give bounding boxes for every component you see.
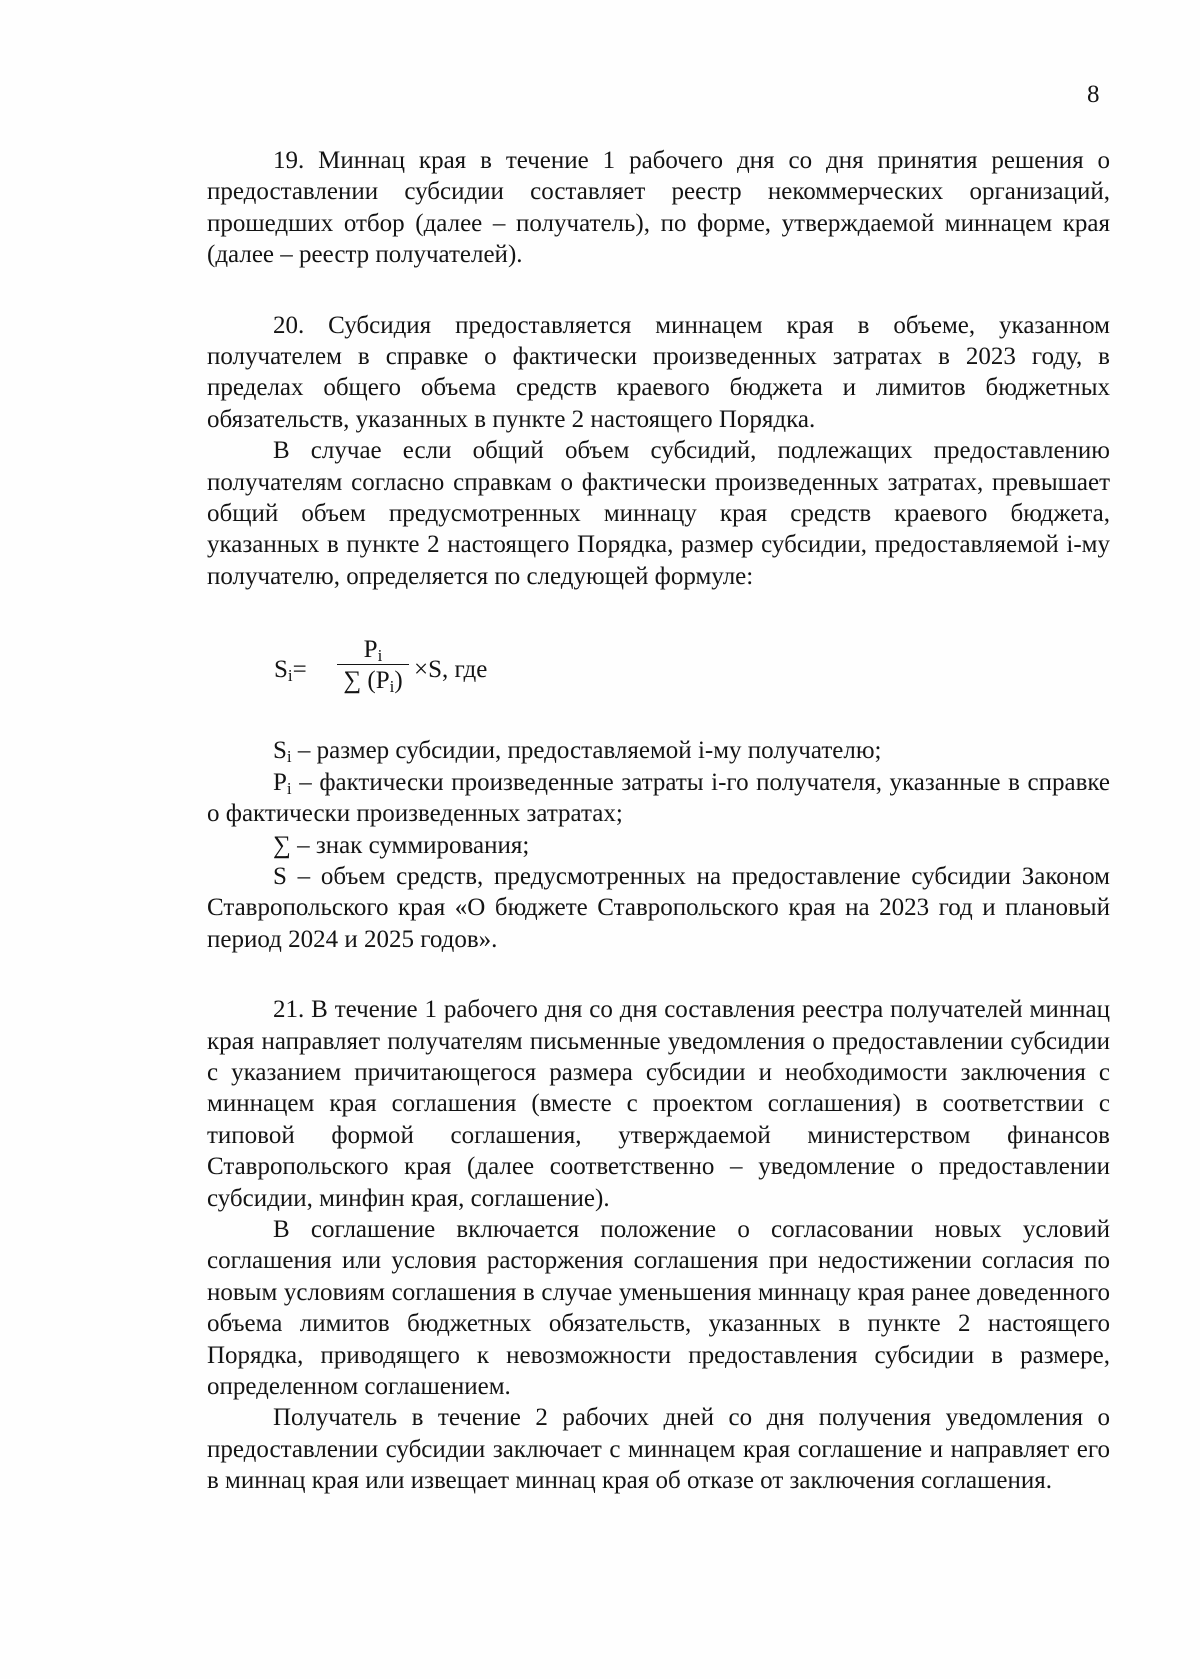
formula-lhs-subscript: i (287, 666, 293, 686)
definition-pi-text: – фактически произведенные затраты i-го получателя, указанные в справке о фактически произведенных затратах; (207, 768, 1110, 828)
formula-den-prefix: ∑ (P (343, 667, 390, 695)
formula-denominator (337, 665, 409, 695)
paragraph-20-case: В случае если общий объем субсидий, подлежащих предоставлению получателям согласно справкам о фактически произведенных затратах, превышает общий объем предусмотренных миннацу края средств краевого бюджета, указанных в пункте 2 настоящего Порядка, размер субсидии, предоставляемой i-му получателю, определяется по следующей формуле: (207, 437, 1110, 590)
definition-pi-subscript: i (286, 778, 292, 798)
formula-num-subscript: i (377, 646, 383, 666)
definition-pi-symbol: P (273, 768, 287, 796)
formula-num-symbol: P (363, 636, 378, 664)
formula-fraction (337, 636, 409, 695)
definition-si-text: – размер субсидии, предоставляемой i-му получателю; (291, 737, 882, 765)
definition-s: S – объем средств, предусмотренных на предоставление субсидии Законом Ставропольского края «О бюджете Ставропольского края на 2023 год и плановый период 2024 и 2025 годов». (207, 862, 1110, 953)
formula-lhs (274, 654, 307, 685)
subsidy-formula (274, 636, 1110, 698)
definition-si-symbol: S (273, 737, 287, 765)
definition-pi (207, 767, 1110, 830)
paragraph-21: 21. В течение 1 рабочего дня со дня составления реестра получателей миннац края направляет получателям письменные уведомления о предоставлении субсидии с указанием причитающегося размера субсидии и необходимости заключения с миннацем края соглашения (вместе с проектом соглашения) в соответствии с типовой формой соглашения, утверждаемой министерством финансов Ставропольского края (далее соответственно – уведомление о предоставлении субсидии, минфин края, соглашение). (207, 996, 1110, 1212)
formula-lhs-symbol: S (274, 656, 288, 684)
definition-si-subscript: i (286, 747, 292, 767)
formula-numerator (337, 636, 409, 665)
page-number: 8 (1087, 81, 1100, 108)
formula-equals: = (292, 656, 307, 684)
definition-sum: ∑ – знак суммирования; (273, 831, 530, 859)
definition-si (207, 735, 1110, 766)
paragraph-21-agreement: В соглашение включается положение о согласовании новых условий соглашения или условия расторжения соглашения при недостижении согласия по новым условиям соглашения в случае уменьшения миннацу края ранее доведенного объема лимитов бюджетных обязательств, указанных в пункте 2 настоящего Порядка, приводящего к невозможности предоставления субсидии в размере, определенном соглашением. (207, 1215, 1110, 1400)
document-body (207, 145, 1110, 1497)
formula-rhs: ×S, где (414, 656, 488, 684)
paragraph-19: 19. Миннац края в течение 1 рабочего дня со дня принятия решения о предоставлении субсидии составляет реестр некоммерческих организаций, прошедших отбор (далее – получатель), по форме, утверждаемой миннацем края (далее – реестр получателей). (207, 147, 1110, 269)
formula-den-suffix: ) (394, 667, 403, 695)
paragraph-21-recipient: Получатель в течение 2 рабочих дней со дня получения уведомления о предоставлении субсидии заключает с миннацем края соглашение и направляет его в миннац края или извещает миннац края об отказе от заключения соглашения. (207, 1404, 1110, 1495)
paragraph-20: 20. Субсидия предоставляется миннацем края в объеме, указанном получателем в справке о фактически произведенных затратах в 2023 году, в пределах общего объема средств краевого бюджета и лимитов бюджетных обязательств, указанных в пункте 2 настоящего Порядка. (207, 311, 1110, 433)
formula-den-subscript: i (389, 677, 395, 697)
